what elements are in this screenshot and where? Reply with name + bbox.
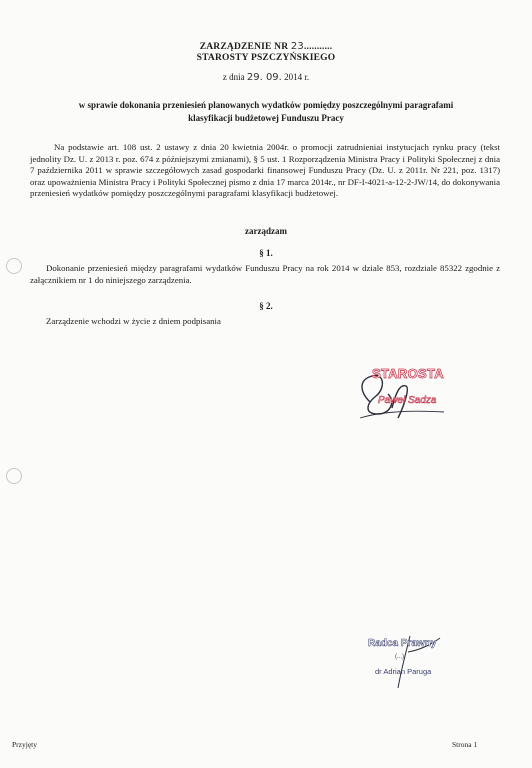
document-date [0, 72, 532, 83]
date-prefix: z dnia [222, 72, 247, 82]
legal-counsel-stamp [350, 632, 470, 692]
section-2-text: Zarządzenie wchodzi w życie z dniem podpisania [46, 316, 221, 326]
decree-heading: zarządzam [245, 226, 287, 236]
page-number: Strona 1 [452, 740, 478, 749]
document-title [0, 41, 532, 52]
legal-basis-paragraph: Na podstawie art. 108 ust. 2 ustawy z dnia 20 kwietnia 2004r. o promocji zatrudnieniai instytucjach rynku pracy (tekst jednolity Dz. U. z 2013 r. poz. 674 z późniejszymi zmianami), § 5 ust. 1 Rozporządzenia Ministra Pracy i Polityki Społecznej z dnia 7 października 2011 w sprawie szczegółowych zasad gospodarki finansowej Funduszu Pracy (Dz. U. z 2011r. Nr 221, poz. 1317) oraz upoważnienia Ministra Pracy i Polityki Społecznej pismo z dnia 17 marca 2014r., nr DF-I-4021-a-12-2-JW/14, do dokonywania przeniesień wydatków pomiędzy poszczególnymi paragrafami klasyfikacji budżetowej. [30, 142, 500, 199]
punch-hole [6, 258, 22, 274]
issuing-authority: STAROSTY PSZCZYŃSKIEGO [196, 53, 336, 63]
stamp-name: Paweł Sadza [378, 395, 437, 406]
subject-line: klasyfikacji budżetowej Funduszu Pracy [188, 113, 344, 123]
counsel-title: Radca Prawny [368, 638, 437, 649]
footer-status: Przyjęty [12, 740, 37, 749]
stamp-title: STAROSTA [372, 366, 444, 381]
starosta-signature-stamp [340, 362, 470, 432]
section-1-heading: § 1. [259, 248, 273, 258]
title-prefix: ZARZĄDZENIE NR [199, 42, 291, 52]
counsel-role: (...) [395, 654, 404, 660]
subject-line: w sprawie dokonania przeniesień planowanych wydatków pomiędzy poszczególnymi paragrafami [78, 100, 454, 110]
punch-hole [6, 468, 22, 484]
number-dots: ........... [303, 42, 333, 52]
section-1-text: Dokonanie przeniesień między paragrafami wydatków Funduszu Pracy na rok 2014 w dziale 853, rozdziale 85322 zgodnie z załącznikiem nr 1 do niniejszego zarządzenia. [30, 263, 500, 285]
document-subject [40, 99, 492, 125]
decree-number: 23 [290, 41, 304, 52]
section-2-heading: § 2. [259, 301, 273, 311]
counsel-name: dr Adrian Paruga [375, 667, 432, 676]
date-suffix: 2014 r. [281, 72, 310, 82]
handwritten-date: 29. 09. [246, 72, 282, 83]
